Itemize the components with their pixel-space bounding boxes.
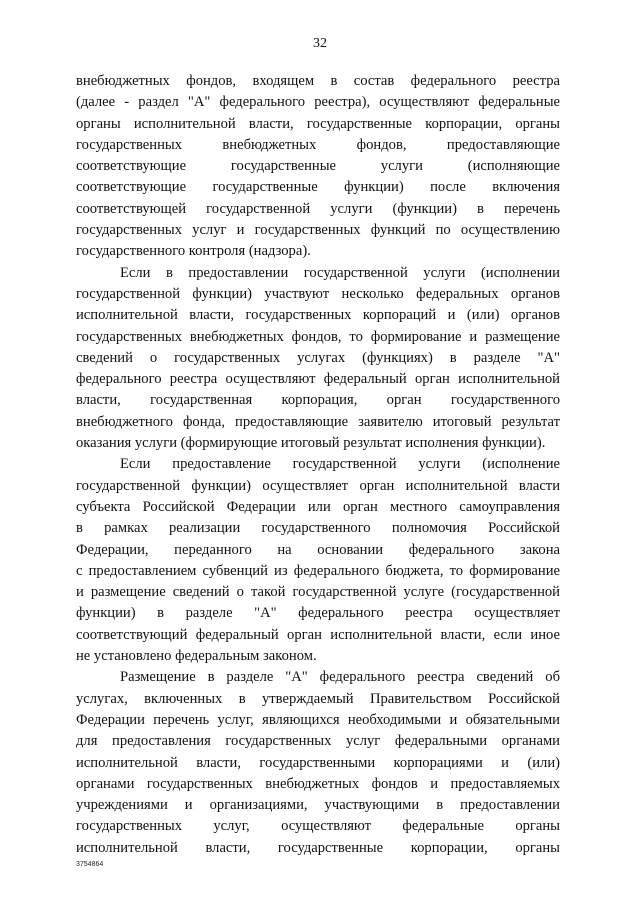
- text-line: (далее - раздел "А" федерального реестра), осуществляют федеральные: [76, 94, 560, 111]
- text-line: функции) в разделе "А" федерального реестра осуществляет: [76, 605, 560, 622]
- paragraph-first-line: Если предоставление государственной услуги (исполнение: [120, 456, 560, 473]
- text-line: власти, государственная корпорация, орган государственного: [76, 392, 560, 409]
- text-line: с предоставлением субвенций из федерального бюджета, то формирование: [76, 562, 560, 579]
- text-line: соответствующие государственные услуги (исполняющие: [76, 158, 560, 175]
- text-line: органы исполнительной власти, государственные корпорации, органы: [76, 115, 560, 132]
- text-line: в рамках реализации государственного полномочия Российской: [76, 520, 560, 537]
- text-line: государственной функции) участвуют несколько федеральных органов: [76, 285, 560, 302]
- text-line: услугах, включенных в утверждаемый Правительством Российской: [76, 690, 560, 707]
- text-line: соответствующий федеральный орган исполнительной власти, если иное: [76, 626, 560, 643]
- text-line: государственных услуг, осуществляют федеральные органы: [76, 818, 560, 835]
- text-line: исполнительной власти, государственных корпораций и (или) органов: [76, 307, 560, 324]
- text-line: соответствующей государственной услуги (функции) в перечень: [76, 200, 560, 217]
- text-line: органами государственных внебюджетных фондов и предоставляемых: [76, 775, 560, 792]
- text-line: и размещение сведений о такой государственной услуге (государственной: [76, 584, 560, 601]
- text-line: учреждениями и организациями, участвующими в предоставлении: [76, 797, 560, 814]
- text-line: исполнительной власти, государственными корпорациями и (или): [76, 754, 560, 771]
- text-line: оказания услуги (формирующие итоговый результат исполнения функции).: [76, 435, 546, 452]
- text-line: соответствующие государственные функции) после включения: [76, 179, 560, 196]
- text-line: не установлено федеральным законом.: [76, 648, 317, 665]
- text-line: внебюджетных фондов, входящем в состав федерального реестра: [76, 73, 560, 89]
- text-line: государственных внебюджетных фондов, то формирование и размещение: [76, 328, 560, 345]
- document-body: [76, 71, 560, 859]
- paragraph-first-line: Если в предоставлении государственной услуги (исполнении: [120, 264, 560, 281]
- text-line: государственных услуг и государственных функций по осуществлению: [76, 222, 560, 239]
- text-line: государственных внебюджетных фондов, предоставляющие: [76, 136, 560, 153]
- text-line: федерального реестра осуществляют федеральный орган исполнительной: [76, 371, 560, 388]
- document-id: 3754864: [76, 861, 104, 868]
- text-line: Федерации перечень услуг, являющихся необходимыми и обязательными: [76, 711, 560, 728]
- text-line: сведений о государственных услугах (функциях) в разделе "А": [76, 349, 560, 366]
- text-line: субъекта Российской Федерации или орган местного самоуправления: [76, 498, 560, 515]
- paragraph-first-line: Размещение в разделе "А" федерального реестра сведений об: [120, 669, 560, 686]
- text-line: исполнительной власти, государственные корпорации, органы: [76, 839, 560, 856]
- text-line: государственного контроля (надзора).: [76, 243, 311, 260]
- text-line: государственной функции) осуществляет орган исполнительной власти: [76, 477, 560, 494]
- text-line: внебюджетного фонда, предоставляющие заявителю итоговый результат: [76, 413, 560, 430]
- page-number: 32: [313, 36, 327, 51]
- text-line: Федерации, переданного на основании федерального закона: [76, 541, 560, 558]
- text-line: для предоставления государственных услуг федеральными органами: [76, 733, 560, 750]
